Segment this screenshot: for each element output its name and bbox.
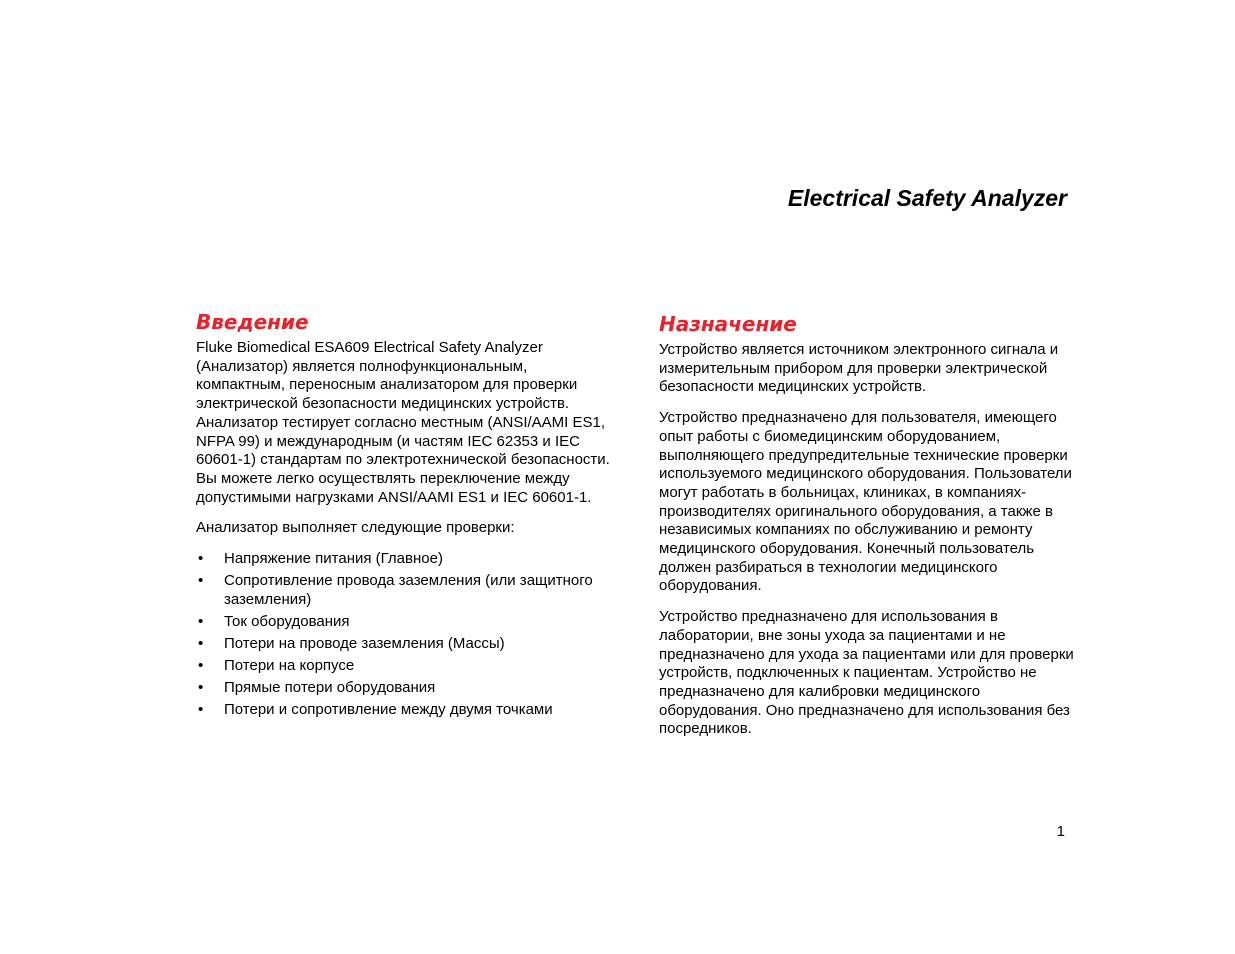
list-item — [196, 657, 616, 676]
checks-list — [196, 550, 616, 719]
intro-section — [196, 309, 616, 723]
purpose-paragraph: Устройство предназначено для использования в лаборатории, вне зоны ухода за пациентами и не предназначено для ухода за пациентами или для проверки устройств, подключенных к пациентам. Устройство не предназначено для калибровки медицинского оборудования. Оно предназначено для использования без посредников. — [659, 608, 1074, 738]
list-item — [196, 572, 616, 609]
list-item — [196, 679, 616, 698]
list-item — [196, 550, 616, 569]
bullet-icon: • — [198, 612, 204, 630]
purpose-paragraph: Устройство является источником электронного сигнала и измерительным прибором для проверки электрической безопасности медицинских устройств. — [659, 341, 1059, 396]
intro-heading: Введение — [196, 310, 309, 334]
purpose-section — [659, 311, 1079, 751]
bullet-icon: • — [198, 700, 204, 718]
bullet-icon: • — [198, 634, 204, 652]
purpose-paragraph: Устройство предназначено для пользователя, имеющего опыт работы с биомедицинским оборудованием, выполняющего предупредительные технические проверки используемого медицинского оборудования. Пользователи могут работать в больницах, клиниках, в компаниях-производителях оригинального оборудования, а также в независимых компаниях по обслуживанию и ремонту медицинского оборудования. Конечный пользователь должен разбираться в технологии медицинского оборудования. — [659, 409, 1072, 595]
intro-paragraph: Fluke Biomedical ESA609 Electrical Safety Analyzer (Анализатор) является полнофункциональным, компактным, переносным анализатором для проверки электрической безопасности медицинских устройств. Анализатор тестирует согласно местным (ANSI/AAMI ES1, NFPA 99) и международным (и частям IEC 62353 и IEC 60601-1) стандартам по электротехнической безопасности. Вы можете легко осуществлять переключение между допустимыми нагрузками ANSI/AAMI ES1 и IEC 60601-1. — [196, 339, 610, 506]
bullet-icon: • — [198, 572, 204, 590]
bullet-icon: • — [198, 656, 204, 674]
list-item-text: Потери и сопротивление между двумя точками — [224, 700, 553, 718]
intro-lead: Анализатор выполняет следующие проверки: — [196, 519, 515, 537]
bullet-icon: • — [198, 678, 204, 696]
list-item-text: Напряжение питания (Главное) — [224, 550, 443, 568]
page-number: 1 — [1056, 823, 1065, 840]
purpose-heading: Назначение — [659, 312, 797, 336]
bullet-icon: • — [198, 550, 204, 568]
list-item-text: Потери на проводе заземления (Массы) — [224, 634, 505, 652]
document-title: Electrical Safety Analyzer — [787, 185, 1067, 211]
list-item-text: Потери на корпусе — [224, 656, 355, 674]
list-item-text: Прямые потери оборудования — [224, 678, 436, 696]
list-item — [196, 635, 616, 654]
list-item — [196, 613, 616, 632]
list-item-text: Ток оборудования — [224, 612, 350, 630]
list-item-text: Сопротивление провода заземления (или защитного заземления) — [224, 572, 593, 608]
list-item — [196, 701, 616, 720]
